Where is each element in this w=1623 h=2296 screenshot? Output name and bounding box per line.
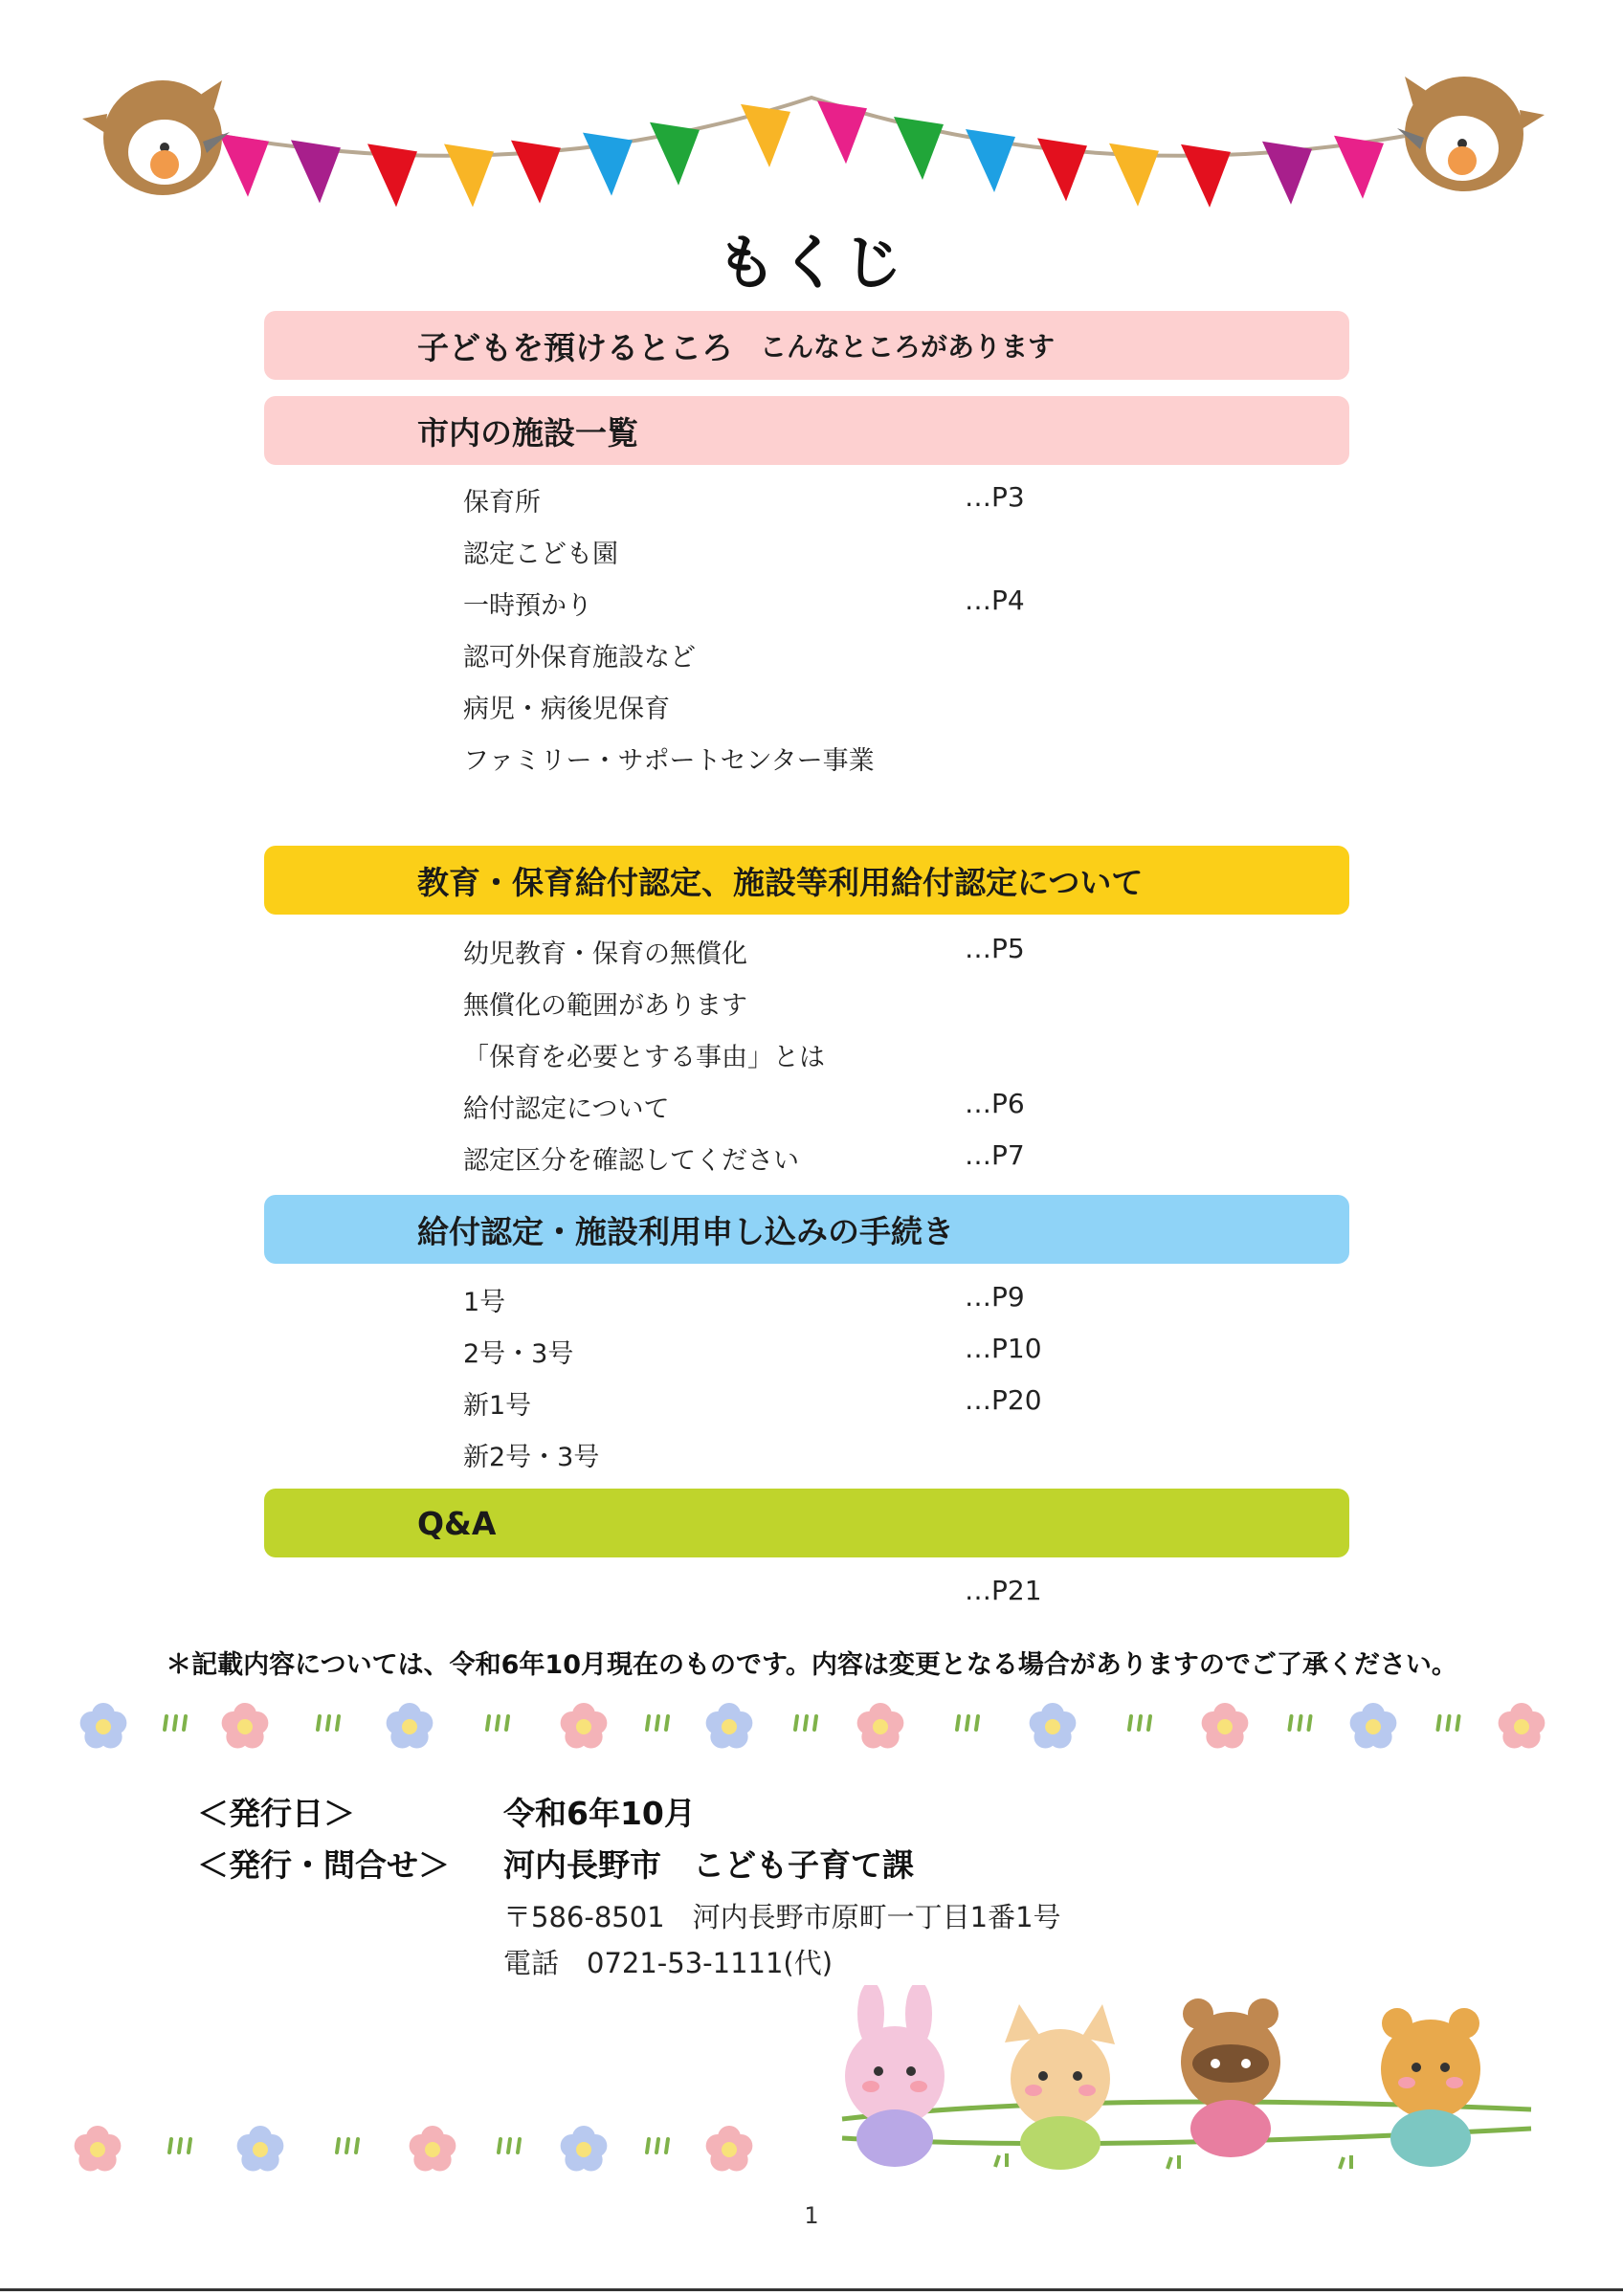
flower-icon xyxy=(1499,1703,1545,1749)
flower-icon xyxy=(857,1703,904,1749)
toc-page: …P4 xyxy=(965,585,1025,616)
toc-page: …P5 xyxy=(965,933,1025,964)
toc-page: …P21 xyxy=(965,1575,1042,1606)
animal-characters xyxy=(804,1985,1560,2176)
flower-icon xyxy=(561,1703,608,1749)
bunting-flag xyxy=(1334,136,1384,199)
flower-icon xyxy=(1030,1703,1077,1749)
bunting-flag xyxy=(1109,144,1159,207)
toc-entry: 2号・3号 xyxy=(463,1339,574,1369)
disclaimer-note: ＊記載内容については、令和6年10月現在のものです。内容は変更となる場合がありますのでご了承ください。 xyxy=(166,1650,1457,1680)
bird-icon xyxy=(78,61,232,205)
section-label: 給付認定・施設利用申し込みの手続き xyxy=(417,1212,954,1250)
flower-icon xyxy=(75,2126,122,2172)
toc-page: …P6 xyxy=(965,1088,1025,1119)
flower-icon xyxy=(80,1703,127,1749)
section-label: Q&A xyxy=(417,1504,497,1542)
bird-icon xyxy=(1395,57,1548,201)
toc-entry: 無償化の範囲があります xyxy=(463,991,747,1021)
section-band-qa xyxy=(264,1489,1349,1557)
bunting-flag xyxy=(817,100,867,164)
flower-icon xyxy=(222,1703,269,1749)
grass-icon xyxy=(165,1716,186,1730)
section-band-application xyxy=(264,1195,1349,1264)
toc-entry: 1号 xyxy=(463,1288,506,1317)
bunting-flag xyxy=(650,122,700,186)
publish-date-value: 令和6年10月 xyxy=(503,1795,696,1832)
flower-icon xyxy=(706,2126,753,2172)
publish-date-label: ＜発行日＞ xyxy=(197,1795,355,1832)
bunting-flags xyxy=(0,38,1623,239)
toc-entry: 新1号 xyxy=(463,1391,532,1421)
toc-page: …P7 xyxy=(965,1139,1025,1171)
bunting-flag xyxy=(741,104,790,167)
toc-page: …P20 xyxy=(965,1384,1042,1416)
section-label: 子どもを預けるところ xyxy=(417,328,733,366)
toc-entry: 「保育を必要とする事由」とは xyxy=(463,1043,825,1072)
toc-entry: 新2号・3号 xyxy=(463,1443,600,1472)
bunting-flag xyxy=(1262,142,1312,205)
flower-row xyxy=(0,1693,1623,1760)
bunting-flag xyxy=(1181,144,1231,208)
grass-icon xyxy=(647,1716,668,1730)
section-label: 市内の施設一覧 xyxy=(417,413,638,452)
toc-entry: 幼児教育・保育の無償化 xyxy=(463,939,747,969)
issuer-value: 河内長野市 こども子育て課 xyxy=(503,1846,914,1884)
grass-icon xyxy=(1290,1716,1311,1730)
toc-page: …P9 xyxy=(965,1281,1025,1313)
page-title: もくじ xyxy=(716,228,906,298)
grass-icon xyxy=(337,2139,358,2152)
grass-icon xyxy=(795,1716,816,1730)
bunting-flag xyxy=(894,117,944,180)
grass-icon xyxy=(1129,1716,1150,1730)
grass-icon xyxy=(499,2139,520,2152)
section-band-certification xyxy=(264,846,1349,915)
grass-icon xyxy=(957,1716,978,1730)
grass-icon xyxy=(169,2139,190,2152)
flower-icon xyxy=(387,1703,434,1749)
grass-icon xyxy=(647,2139,668,2152)
grass-icon xyxy=(487,1716,508,1730)
bunting-flag xyxy=(367,144,417,207)
flower-row xyxy=(0,2116,785,2183)
toc-entry: 認定こども園 xyxy=(463,540,618,569)
flower-icon xyxy=(1202,1703,1249,1749)
bunting-flag xyxy=(511,141,561,204)
grass-icon xyxy=(318,1716,339,1730)
flower-icon xyxy=(237,2126,284,2172)
bunting-flag xyxy=(1037,138,1087,201)
toc-page: …P3 xyxy=(965,481,1025,513)
toc-page: …P10 xyxy=(965,1333,1042,1364)
bunting-flag xyxy=(583,133,633,196)
issuer-label: ＜発行・問合せ＞ xyxy=(197,1846,450,1884)
bottom-border xyxy=(0,2288,1623,2291)
bunting-flag xyxy=(966,129,1015,192)
toc-entry: 病児・病後児保育 xyxy=(463,695,670,724)
address-text: 〒586-8501 河内長野市原町一丁目1番1号 xyxy=(503,1901,1061,1933)
flower-icon xyxy=(410,2126,456,2172)
toc-entry: 保育所 xyxy=(463,488,541,518)
section-sublabel: こんなところがあります xyxy=(760,331,1056,363)
bunting-flag xyxy=(444,144,494,207)
section-band-facility-list xyxy=(264,396,1349,465)
flower-icon xyxy=(706,1703,753,1749)
page-number: 1 xyxy=(804,2202,819,2229)
grass-icon xyxy=(1438,1716,1459,1730)
toc-entry: 一時預かり xyxy=(463,591,592,621)
toc-entry: 給付認定について xyxy=(463,1094,670,1124)
phone-text: 電話 0721-53-1111(代) xyxy=(503,1947,834,1979)
flower-icon xyxy=(1350,1703,1397,1749)
bunting-flag xyxy=(291,140,341,203)
toc-entry: 認可外保育施設など xyxy=(463,643,696,673)
section-label: 教育・保育給付認定、施設等利用給付認定について xyxy=(417,863,1144,901)
flower-icon xyxy=(561,2126,608,2172)
toc-entry: ファミリー・サポートセンター事業 xyxy=(463,746,875,776)
section-band-childcare xyxy=(264,311,1349,380)
toc-entry: 認定区分を確認してください xyxy=(463,1146,799,1176)
